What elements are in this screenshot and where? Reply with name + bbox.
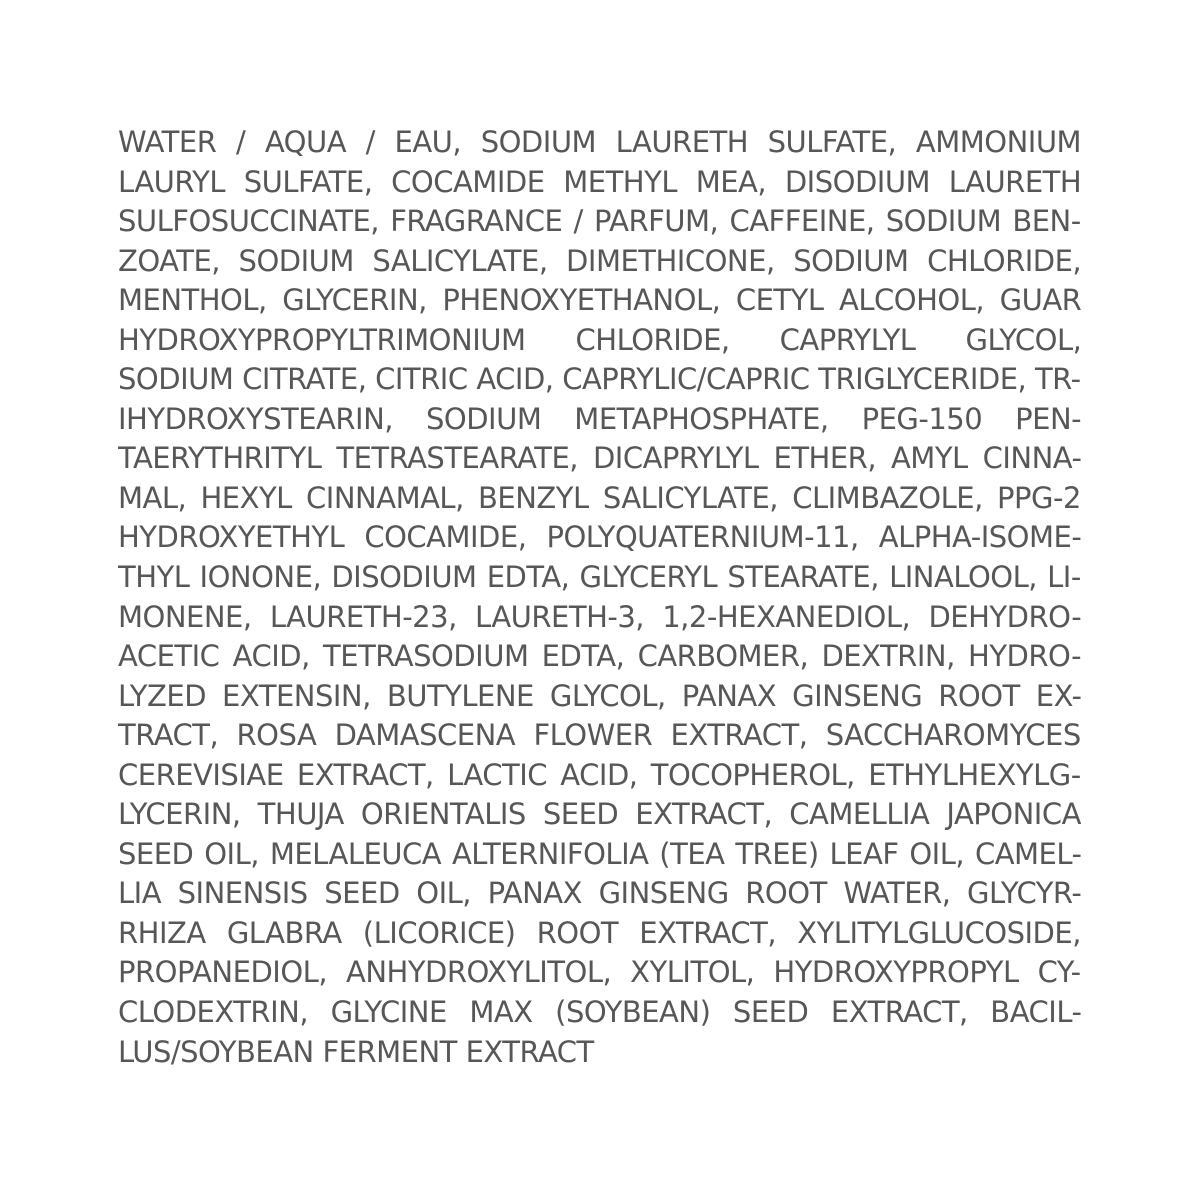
ingredient-line: HYDROXYPROPYLTRIMONIUM CHLORIDE, CAPRYLYL GLYCOL, — [118, 322, 1081, 357]
ingredient-line: MENTHOL, GLYCERIN, PHENOXYETHANOL, CETYL ALCOHOL, GUAR — [118, 283, 1081, 318]
ingredient-line: LYZED EXTENSIN, BUTYLENE GLYCOL, PANAX GINSENG ROOT EX- — [118, 678, 1081, 713]
ingredient-line: THYL IONONE, DISODIUM EDTA, GLYCERYL STEARATE, LINALOOL, LI- — [118, 560, 1081, 595]
ingredient-line: MONENE, LAURETH-23, LAURETH-3, 1,2-HEXANEDIOL, DEHYDRO- — [118, 599, 1081, 634]
ingredient-line: ACETIC ACID, TETRASODIUM EDTA, CARBOMER, DEXTRIN, HYDRO- — [118, 639, 1081, 674]
ingredient-line: TAERYTHRITYL TETRASTEARATE, DICAPRYLYL ETHER, AMYL CINNA- — [118, 441, 1081, 476]
ingredient-line: WATER / AQUA / EAU, SODIUM LAURETH SULFATE, AMMONIUM — [118, 125, 1081, 159]
ingredient-line: CEREVISIAE EXTRACT, LACTIC ACID, TOCOPHEROL, ETHYLHEXYLG- — [118, 757, 1081, 792]
ingredient-line: CLODEXTRIN, GLYCINE MAX (SOYBEAN) SEED EXTRACT, BACIL- — [118, 995, 1081, 1030]
ingredients-list — [118, 123, 1081, 1072]
ingredient-line: ZOATE, SODIUM SALICYLATE, DIMETHICONE, SODIUM CHLORIDE, — [118, 243, 1081, 278]
ingredient-line: LAURYL SULFATE, COCAMIDE METHYL MEA, DISODIUM LAURETH — [118, 164, 1081, 199]
ingredient-line: SODIUM CITRATE, CITRIC ACID, CAPRYLIC/CAPRIC TRIGLYCERIDE, TR- — [118, 362, 1081, 397]
ingredient-line: LUS/SOYBEAN FERMENT EXTRACT — [118, 1034, 594, 1069]
ingredient-line: HYDROXYETHYL COCAMIDE, POLYQUATERNIUM-11, ALPHA-ISOME- — [118, 520, 1081, 555]
ingredient-line: IHYDROXYSTEARIN, SODIUM METAPHOSPHATE, PEG-150 PEN- — [118, 401, 1081, 436]
ingredient-line: SEED OIL, MELALEUCA ALTERNIFOLIA (TEA TREE) LEAF OIL, CAMEL- — [118, 836, 1081, 871]
ingredient-line: TRACT, ROSA DAMASCENA FLOWER EXTRACT, SACCHAROMYCES — [118, 718, 1081, 753]
ingredient-line: LYCERIN, THUJA ORIENTALIS SEED EXTRACT, CAMELLIA JAPONICA — [118, 797, 1081, 832]
ingredient-line: SULFOSUCCINATE, FRAGRANCE / PARFUM, CAFFEINE, SODIUM BEN- — [118, 204, 1081, 239]
ingredient-line: RHIZA GLABRA (LICORICE) ROOT EXTRACT, XYLITYLGLUCOSIDE, — [118, 915, 1081, 950]
ingredient-line: LIA SINENSIS SEED OIL, PANAX GINSENG ROOT WATER, GLYCYR- — [118, 876, 1081, 911]
ingredient-line: PROPANEDIOL, ANHYDROXYLITOL, XYLITOL, HYDROXYPROPYL CY- — [118, 955, 1081, 990]
ingredient-line: MAL, HEXYL CINNAMAL, BENZYL SALICYLATE, CLIMBAZOLE, PPG-2 — [118, 480, 1081, 515]
